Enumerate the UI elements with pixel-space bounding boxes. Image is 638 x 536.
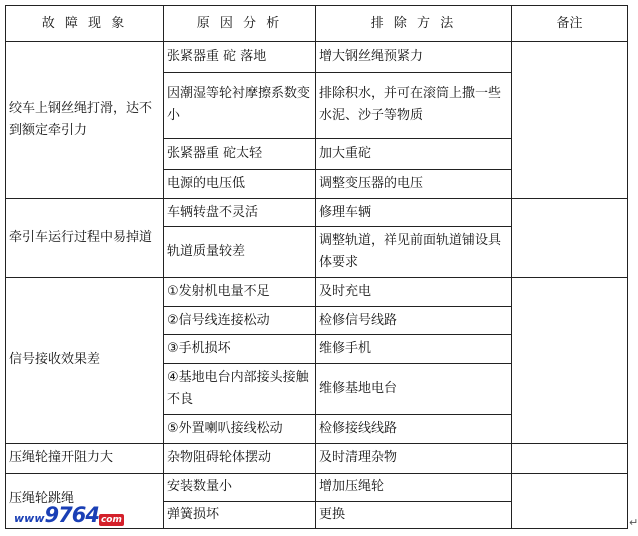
header-remedy: 排 除 方 法: [316, 6, 512, 42]
fault-table: [5, 5, 628, 529]
note-cell: [512, 473, 628, 528]
cause-cell: 车辆转盘不灵活: [164, 199, 316, 227]
header-phenomenon: 故 障 现 象: [6, 6, 164, 42]
cause-cell: 轨道质量较差: [164, 226, 316, 277]
note-cell: [512, 278, 628, 444]
note-cell: [512, 199, 628, 278]
cause-cell: 杂物阻碍轮体摆动: [164, 443, 316, 473]
table-row: [6, 278, 628, 307]
remedy-cell: 增大钢丝绳预紧力: [316, 42, 512, 73]
remedy-cell: 及时清理杂物: [316, 443, 512, 473]
cause-cell: 因潮湿等轮衬摩擦系数变小: [164, 72, 316, 138]
cause-cell: 弹簧损坏: [164, 502, 316, 529]
site-watermark-logo: [14, 505, 124, 526]
cause-cell: ④基地电台内部接头接触不良: [164, 364, 316, 415]
remedy-cell: 维修手机: [316, 335, 512, 364]
phenomenon-cell: 信号接收效果差: [6, 278, 164, 444]
remedy-cell: 排除积水，并可在滚筒上撒一些水泥、沙子等物质: [316, 72, 512, 138]
remedy-cell: 检修信号线路: [316, 306, 512, 335]
phenomenon-cell: 压绳轮撞开阻力大: [6, 443, 164, 473]
table-row: [6, 443, 628, 473]
paragraph-end-mark: ↵: [629, 516, 638, 529]
remedy-cell: 检修接线线路: [316, 415, 512, 444]
remedy-cell: 加大重砣: [316, 138, 512, 169]
note-cell: [512, 42, 628, 199]
watermark-suffix: com: [100, 515, 122, 525]
phenomenon-cell: 绞车上钢丝绳打滑，达不到额定牵引力: [6, 42, 164, 199]
cause-cell: ③手机损坏: [164, 335, 316, 364]
phenomenon-cell: 压绳轮跳绳: [6, 473, 164, 528]
remedy-cell: 维修基地电台: [316, 364, 512, 415]
remedy-cell: 修理车辆: [316, 199, 512, 227]
remedy-cell: 更换: [316, 502, 512, 529]
table-row: [6, 199, 628, 227]
cause-cell: ①发射机电量不足: [164, 278, 316, 307]
table-row: [6, 42, 628, 73]
remedy-cell: 及时充电: [316, 278, 512, 307]
header-row: [6, 6, 628, 42]
header-cause: 原 因 分 析: [164, 6, 316, 42]
cause-cell: 张紧器重 砣 落地: [164, 42, 316, 73]
remedy-cell: 调整变压器的电压: [316, 169, 512, 199]
remedy-cell: 调整轨道，祥见前面轨道铺设具体要求: [316, 226, 512, 277]
header-note: 备注: [512, 6, 628, 42]
cause-cell: 安装数量小: [164, 473, 316, 502]
phenomenon-cell: 牵引车运行过程中易掉道: [6, 199, 164, 278]
cause-cell: ⑤外置喇叭接线松动: [164, 415, 316, 444]
cause-cell: 张紧器重 砣太轻: [164, 138, 316, 169]
watermark-number: 9764: [44, 503, 99, 527]
watermark-prefix: www: [14, 512, 45, 525]
cause-cell: ②信号线连接松动: [164, 306, 316, 335]
note-cell: [512, 443, 628, 473]
cause-cell: 电源的电压低: [164, 169, 316, 199]
remedy-cell: 增加压绳轮: [316, 473, 512, 502]
table-row: [6, 473, 628, 502]
